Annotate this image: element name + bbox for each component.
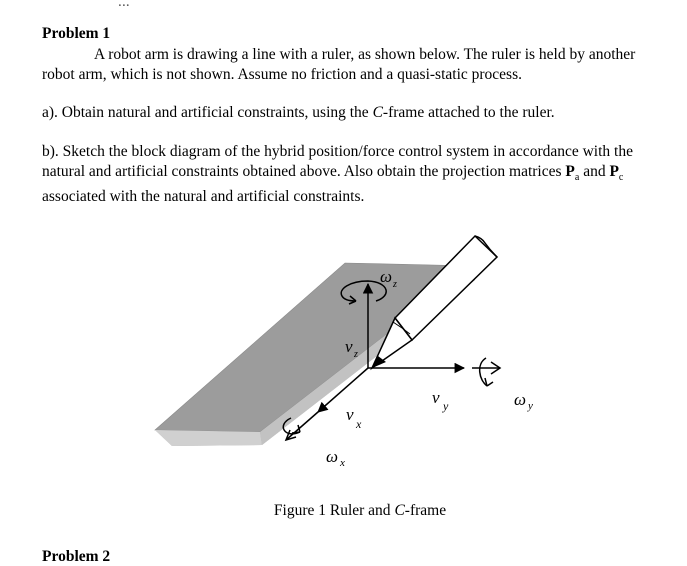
vx-label: v — [346, 405, 354, 424]
caption-prefix: Figure 1 Ruler and — [273, 502, 395, 519]
part-b-and: and — [579, 162, 610, 180]
cropped-header-text: ... — [118, 0, 130, 10]
omega-x-subscript: x — [340, 457, 345, 469]
next-problem-title: Problem 2 — [42, 548, 111, 565]
problem-intro-text: A robot arm is drawing a line with a ruler, as shown below. The ruler is held by another robot arm, which is not shown. Assume no friction and a quasi-static process. — [42, 46, 636, 83]
part-b-prefix: b). Sketch the block diagram of the hybrid position/force control system in accordance with the natural and artificial constraints obtained above. Also obtain the projection matrices — [42, 143, 633, 180]
part-b-suffix: associated with the natural and artificial constraints. — [42, 188, 365, 206]
pc-subscript: c — [618, 171, 624, 183]
pc-symbol: P — [609, 162, 619, 180]
problem-title: Problem 1 — [42, 25, 111, 42]
pa-symbol: P — [565, 162, 575, 180]
omega-y-rotation-icon — [472, 358, 500, 386]
omega-y-label: ω — [514, 390, 527, 409]
part-a-prefix: a). Obtain natural and artificial constraints, using the — [42, 104, 373, 121]
omega-x-label: ω — [326, 447, 339, 466]
vz-label: v — [345, 337, 353, 356]
part-a-c-frame: C — [372, 104, 383, 121]
omega-z-subscript: z — [393, 279, 397, 290]
caption-suffix: -frame — [404, 502, 447, 519]
figure-caption — [0, 502, 687, 520]
vy-label: v — [432, 388, 440, 407]
vy-subscript: y — [443, 399, 449, 413]
vx-subscript: x — [356, 417, 362, 431]
part-a-suffix: -frame attached to the ruler. — [382, 104, 555, 121]
omega-y-subscript: y — [528, 400, 533, 412]
omega-z-label: ω — [380, 267, 393, 286]
pa-subscript: a — [574, 171, 580, 183]
vz-subscript: z — [354, 349, 358, 360]
caption-c: C — [394, 502, 405, 519]
